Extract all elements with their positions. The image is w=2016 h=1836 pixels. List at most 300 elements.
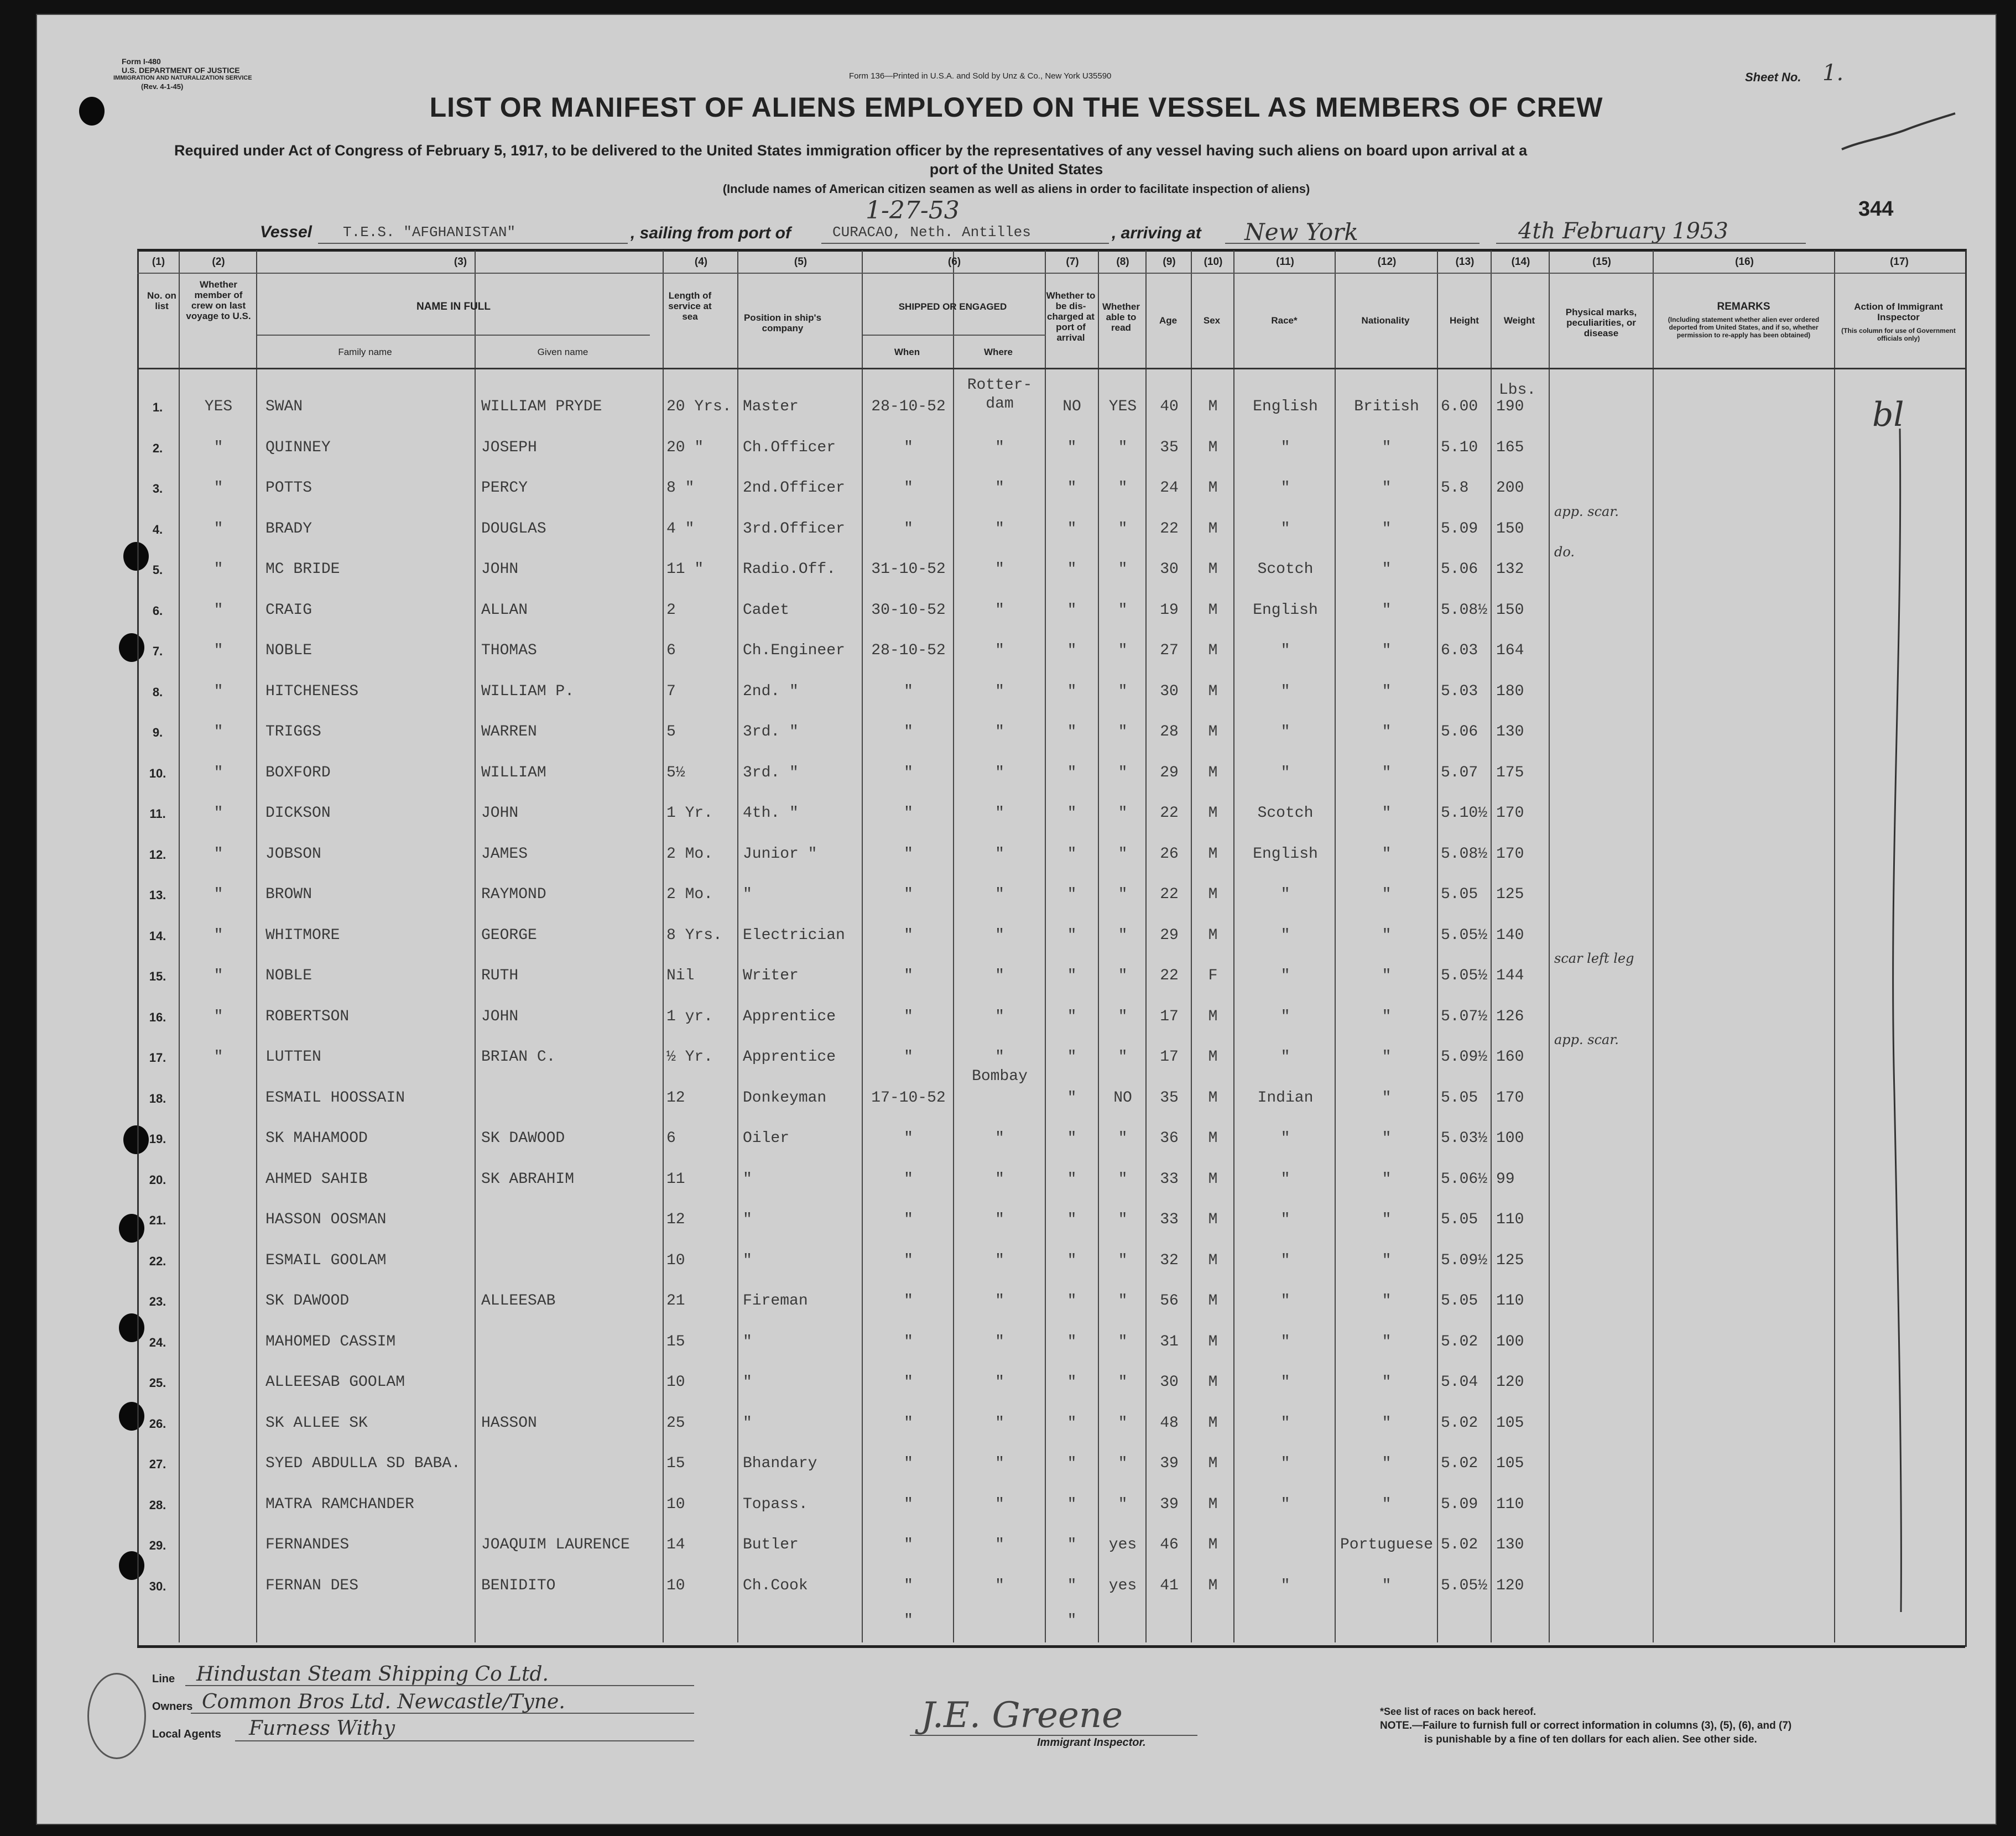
cell-weight: 100 bbox=[1496, 1333, 1524, 1350]
cell-where: " bbox=[995, 642, 1004, 659]
owners-label: Owners bbox=[152, 1701, 193, 1713]
manifest-table bbox=[137, 249, 1967, 1647]
cell-weight: 170 bbox=[1496, 1089, 1524, 1107]
cell-sex: M bbox=[1208, 723, 1218, 740]
cell-no: 12. bbox=[149, 847, 166, 862]
cell-nationality: " bbox=[1382, 1211, 1392, 1228]
cell-no: 14. bbox=[149, 929, 166, 943]
cell-position: Master bbox=[743, 398, 799, 415]
cell-disch: " bbox=[1067, 1130, 1077, 1147]
subheader-rule bbox=[257, 335, 650, 336]
service-name: IMMIGRATION AND NATURALIZATION SERVICE bbox=[113, 75, 252, 81]
col-header-given: Given name bbox=[537, 347, 588, 357]
cell-when: " bbox=[904, 479, 913, 497]
cell-where: Rotter-dam bbox=[967, 377, 1033, 413]
column-divider bbox=[179, 251, 180, 1642]
column-number: (9) bbox=[1163, 256, 1176, 268]
cell-position: 2nd. " bbox=[743, 682, 799, 700]
cell-service: 20 Yrs. bbox=[666, 398, 732, 415]
cell-disch: " bbox=[1067, 1414, 1077, 1432]
cell-weight: 110 bbox=[1496, 1211, 1524, 1228]
cell-age: 46 bbox=[1160, 1536, 1179, 1553]
cell-given: SK ABRAHIM bbox=[481, 1170, 575, 1188]
cell-nationality: " bbox=[1382, 886, 1392, 903]
cell-where: " bbox=[995, 1455, 1004, 1472]
column-number: (6) bbox=[947, 256, 961, 268]
cell-weight: 130 bbox=[1496, 723, 1524, 740]
col-header-read: Whether able to read bbox=[1102, 301, 1140, 333]
port-to-underline bbox=[1225, 243, 1480, 244]
column-number: (10) bbox=[1204, 256, 1223, 268]
cell-read: " bbox=[1118, 805, 1128, 822]
cell-when: " bbox=[904, 1414, 913, 1432]
cell-family: LUTTEN bbox=[265, 1049, 321, 1066]
cell-position: Junior " bbox=[743, 845, 817, 863]
cell-service: 8 Yrs. bbox=[666, 926, 722, 944]
cell-age: 24 bbox=[1160, 479, 1179, 497]
cell-family: BRADY bbox=[265, 520, 312, 538]
cell-age: 17 bbox=[1160, 1008, 1179, 1025]
cell-family: POTTS bbox=[265, 479, 312, 497]
cell-family: CRAIG bbox=[265, 601, 312, 619]
cell-height: 5.8 bbox=[1441, 479, 1469, 497]
col-header-nationality: Nationality bbox=[1361, 315, 1410, 326]
cell-read: " bbox=[1118, 439, 1128, 456]
cell-race: " bbox=[1280, 967, 1290, 984]
cell-race: " bbox=[1280, 1251, 1290, 1269]
cell-when: " bbox=[904, 1008, 913, 1025]
cell-given: HASSON bbox=[481, 1414, 537, 1432]
cell-read: YES bbox=[1108, 398, 1137, 415]
cell-where: " bbox=[995, 479, 1004, 497]
inspector-mark: bl bbox=[1872, 395, 1904, 434]
column-divider bbox=[1233, 251, 1234, 1642]
port-from-underline bbox=[821, 243, 1109, 244]
cell-prev: " bbox=[213, 682, 223, 700]
cell-sex: M bbox=[1208, 1170, 1218, 1188]
cell-weight: 105 bbox=[1496, 1414, 1524, 1432]
cell-given: ALLEESAB bbox=[481, 1292, 556, 1310]
cell-sex: M bbox=[1208, 886, 1218, 903]
cell-height: 5.09½ bbox=[1441, 1049, 1488, 1066]
cell-weight: 164 bbox=[1496, 642, 1524, 659]
cell-service: 1 yr. bbox=[666, 1008, 713, 1025]
cell-disch: " bbox=[1067, 561, 1077, 578]
cell-nationality: " bbox=[1382, 439, 1392, 456]
port-to: New York bbox=[1244, 218, 1358, 246]
cell-read: " bbox=[1118, 1292, 1128, 1310]
arrival-date: 4th February 1953 bbox=[1518, 218, 1728, 244]
cell-sex: M bbox=[1208, 845, 1218, 863]
cell-height: 6.00 bbox=[1441, 398, 1478, 415]
cell-when: 28-10-52 bbox=[871, 642, 946, 659]
cell-weight: 140 bbox=[1496, 926, 1524, 944]
cell-service: 15 bbox=[666, 1333, 685, 1350]
cell-when: " bbox=[904, 1211, 913, 1228]
cell-family: JOBSON bbox=[265, 845, 321, 863]
cell-age: 31 bbox=[1160, 1333, 1179, 1350]
cell-weight: 125 bbox=[1496, 886, 1524, 903]
cell-nationality: " bbox=[1382, 479, 1392, 497]
cell-race: " bbox=[1280, 1374, 1290, 1391]
cell-given: WILLIAM P. bbox=[481, 682, 575, 700]
cell-service: 6 bbox=[666, 1130, 676, 1147]
sheet-label: Sheet No. bbox=[1745, 70, 1801, 84]
cell-when: " bbox=[904, 439, 913, 456]
cell-age: 40 bbox=[1160, 398, 1179, 415]
cell-race: " bbox=[1280, 1292, 1290, 1310]
line-value: Hindustan Steam Shipping Co Ltd. bbox=[196, 1663, 549, 1686]
cell-no: 3. bbox=[152, 482, 163, 495]
cell-position: Electrician bbox=[743, 926, 845, 944]
cell-given: JOHN bbox=[481, 805, 519, 822]
cell-where: " bbox=[995, 967, 1004, 984]
column-divider bbox=[475, 251, 476, 1642]
cell-sex: M bbox=[1208, 1008, 1218, 1025]
cell-nationality: " bbox=[1382, 1170, 1392, 1188]
cell-disch: " bbox=[1067, 926, 1077, 944]
cell-service: 5 bbox=[666, 723, 676, 740]
cell-no: 23. bbox=[149, 1295, 166, 1308]
cell-when: " bbox=[904, 967, 913, 984]
column-number: (12) bbox=[1377, 256, 1397, 268]
cell-read: " bbox=[1118, 1008, 1128, 1025]
cell-weight: 150 bbox=[1496, 520, 1524, 538]
cell-no: 5. bbox=[152, 563, 163, 577]
cell-where: " bbox=[995, 1251, 1004, 1269]
cell-height: 5.08½ bbox=[1441, 601, 1488, 619]
cell-no: 2. bbox=[152, 441, 163, 455]
cell-service: 6 bbox=[666, 642, 676, 659]
column-divider bbox=[256, 251, 257, 1642]
cell-position: Fireman bbox=[743, 1292, 808, 1310]
cell-weight: 132 bbox=[1496, 561, 1524, 578]
column-number: (5) bbox=[794, 256, 808, 268]
cell-disch: NO bbox=[1062, 398, 1081, 415]
cell-sex: M bbox=[1208, 1049, 1218, 1066]
cell-position: " bbox=[743, 1374, 752, 1391]
cell-sex: M bbox=[1208, 1292, 1218, 1310]
cell-given: JOSEPH bbox=[481, 439, 537, 456]
cell-weight: 165 bbox=[1496, 439, 1524, 456]
cell-when: " bbox=[904, 1374, 913, 1391]
cell-no: 19. bbox=[149, 1132, 166, 1146]
cell-nationality: " bbox=[1382, 845, 1392, 863]
cell-nationality: " bbox=[1382, 1495, 1392, 1513]
cell-prev: " bbox=[213, 926, 223, 944]
cell-position: Oiler bbox=[743, 1130, 790, 1147]
cell-service: 10 bbox=[666, 1251, 685, 1269]
line-underline bbox=[185, 1685, 694, 1686]
cell-disch: " bbox=[1067, 1374, 1077, 1391]
cell-sex: M bbox=[1208, 1333, 1218, 1350]
cell-nationality: " bbox=[1382, 805, 1392, 822]
cell-where: " bbox=[995, 886, 1004, 903]
cell-position: " bbox=[743, 1170, 752, 1188]
cell-race: " bbox=[1280, 1049, 1290, 1066]
cell-service: 1 Yr. bbox=[666, 805, 713, 822]
cell-position: Ch.Officer bbox=[743, 439, 836, 456]
cell-where: " bbox=[995, 1414, 1004, 1432]
cell-prev: " bbox=[213, 1049, 223, 1066]
col-header-sex: Sex bbox=[1203, 315, 1221, 326]
cell-position: 3rd. " bbox=[743, 723, 799, 740]
subtitle-line1: Required under Act of Congress of February 5, 1917, to be delivered to the United States immigration officer by the representatives of any vessel having such aliens on board upon arrival at a bbox=[174, 142, 1528, 159]
cell-age: 26 bbox=[1160, 845, 1179, 863]
col-header-family: Family name bbox=[338, 347, 392, 357]
cell-nationality: " bbox=[1382, 1049, 1392, 1066]
cell-race: English bbox=[1253, 398, 1318, 415]
cell-position: Writer bbox=[743, 967, 799, 984]
cell-no: 4. bbox=[152, 522, 163, 536]
cell-prev: " bbox=[213, 479, 223, 497]
cell-sex: M bbox=[1208, 520, 1218, 538]
cell-race: Indian bbox=[1257, 1089, 1314, 1107]
cell-where: " bbox=[995, 1536, 1004, 1553]
column-number: (1) bbox=[152, 256, 165, 268]
cell-weight: 200 bbox=[1496, 479, 1524, 497]
cell-sex: M bbox=[1208, 479, 1218, 497]
column-number: (13) bbox=[1455, 256, 1475, 268]
cell-age: 41 bbox=[1160, 1577, 1179, 1594]
cell-when: " bbox=[904, 682, 913, 700]
cell-nationality: Portuguese bbox=[1340, 1536, 1434, 1553]
col-header-remarks-note: (Including statement whether alien ever ordered deported from United States, and if so, whether permission to re-apply has been obtained) bbox=[1668, 316, 1820, 339]
cell-position: Ch.Engineer bbox=[743, 642, 845, 659]
cell-height: 5.03½ bbox=[1441, 1130, 1488, 1147]
cell-family: QUINNEY bbox=[265, 439, 331, 456]
cell-race: English bbox=[1253, 845, 1318, 863]
cell-age: 30 bbox=[1160, 1374, 1179, 1391]
cell-height: 5.05½ bbox=[1441, 967, 1488, 984]
cell-given: THOMAS bbox=[481, 642, 537, 659]
cell-sex: M bbox=[1208, 1211, 1218, 1228]
cell-disch: " bbox=[1067, 764, 1077, 781]
cell-when: 31-10-52 bbox=[871, 561, 946, 578]
cell-family: FERNAN DES bbox=[265, 1577, 359, 1594]
cell-nationality: " bbox=[1382, 520, 1392, 538]
col-header-action: Action of Immigrant Inspector bbox=[1854, 301, 1943, 322]
cell-age: 33 bbox=[1160, 1170, 1179, 1188]
cell-weight: 180 bbox=[1496, 682, 1524, 700]
cell-position: " bbox=[743, 1414, 752, 1432]
cell-where: " bbox=[995, 1374, 1004, 1391]
cell-disch: " bbox=[1067, 682, 1077, 700]
cell-family: BOXFORD bbox=[265, 764, 331, 781]
cell-weight: 126 bbox=[1496, 1008, 1524, 1025]
cell-no: 8. bbox=[152, 685, 163, 699]
cell-service: 25 bbox=[666, 1414, 685, 1432]
cell-nationality: " bbox=[1382, 1292, 1392, 1310]
cell-family: HASSON OOSMAN bbox=[265, 1211, 387, 1228]
cell-read: " bbox=[1118, 886, 1128, 903]
cell-disch: " bbox=[1067, 1333, 1077, 1350]
cell-position: 3rd.Officer bbox=[743, 520, 845, 538]
cell-where: " bbox=[995, 805, 1004, 822]
cell-family: FERNANDES bbox=[265, 1536, 350, 1553]
cell-service: 2 Mo. bbox=[666, 845, 713, 863]
cell-when: " bbox=[904, 1455, 913, 1472]
cell-when: " bbox=[904, 764, 913, 781]
cell-height: 5.07½ bbox=[1441, 1008, 1488, 1025]
cell-given: JOHN bbox=[481, 1008, 519, 1025]
cell-service: 12 bbox=[666, 1089, 685, 1107]
cell-where: " bbox=[995, 764, 1004, 781]
cell-nationality: " bbox=[1382, 926, 1392, 944]
extra-ditto: " bbox=[904, 1612, 913, 1629]
cell-service: 12 bbox=[666, 1211, 685, 1228]
cell-service: ½ Yr. bbox=[666, 1049, 713, 1066]
cell-when: 30-10-52 bbox=[871, 601, 946, 619]
colnum-rule bbox=[137, 273, 1965, 274]
cell-age: 22 bbox=[1160, 967, 1179, 984]
cell-when: " bbox=[904, 520, 913, 538]
cell-read: " bbox=[1118, 1455, 1128, 1472]
cell-sex: M bbox=[1208, 601, 1218, 619]
cell-nationality: " bbox=[1382, 1374, 1392, 1391]
cell-race: " bbox=[1280, 1008, 1290, 1025]
column-divider bbox=[862, 251, 863, 1642]
cell-weight: 100 bbox=[1496, 1130, 1524, 1147]
column-number: (8) bbox=[1116, 256, 1129, 268]
cell-no: 26. bbox=[149, 1416, 166, 1431]
cell-no: 25. bbox=[149, 1376, 166, 1390]
cell-no: 10. bbox=[149, 766, 166, 780]
cell-race: " bbox=[1280, 926, 1290, 944]
cell-given: JOHN bbox=[481, 561, 519, 578]
column-divider bbox=[1437, 251, 1438, 1642]
cell-height: 5.05 bbox=[1441, 1292, 1478, 1310]
cell-read: " bbox=[1118, 1211, 1128, 1228]
cell-family: SK MAHAMOOD bbox=[265, 1130, 368, 1147]
agents-value: Furness Withy bbox=[249, 1717, 395, 1740]
column-number: (7) bbox=[1066, 256, 1079, 268]
printer-note: Form 136—Printed in U.S.A. and Sold by Unz & Co., New York U35590 bbox=[849, 71, 1112, 81]
cell-given: GEORGE bbox=[481, 926, 537, 944]
cell-race: " bbox=[1280, 723, 1290, 740]
cell-race: " bbox=[1280, 439, 1290, 456]
owners-underline bbox=[191, 1713, 694, 1714]
cell-no: 22. bbox=[149, 1254, 166, 1268]
cell-where: " bbox=[995, 1130, 1004, 1147]
inspector-label: Immigrant Inspector. bbox=[1037, 1736, 1146, 1749]
port-from: CURACAO, Neth. Antilles bbox=[832, 224, 1031, 241]
cell-where: " bbox=[995, 1211, 1004, 1228]
cell-where: " bbox=[995, 1333, 1004, 1350]
cell-sex: M bbox=[1208, 1495, 1218, 1513]
cell-family: MAHOMED CASSIM bbox=[265, 1333, 396, 1350]
cell-no: 11. bbox=[149, 807, 166, 821]
cell-read: " bbox=[1118, 845, 1128, 863]
cell-height: 5.09½ bbox=[1441, 1251, 1488, 1269]
extra-ditto: " bbox=[1067, 1612, 1077, 1629]
cell-age: 56 bbox=[1160, 1292, 1179, 1310]
cell-read: " bbox=[1118, 682, 1128, 700]
cell-position: " bbox=[743, 886, 752, 903]
cell-no: 16. bbox=[149, 1010, 166, 1024]
cell-where: Bombay bbox=[972, 1067, 1028, 1085]
cell-no: 28. bbox=[149, 1498, 166, 1512]
cell-nationality: " bbox=[1382, 1577, 1392, 1594]
col-header-service: Length of service at sea bbox=[668, 290, 712, 322]
cell-race: " bbox=[1280, 764, 1290, 781]
cell-prev: " bbox=[213, 886, 223, 903]
cell-height: 5.02 bbox=[1441, 1455, 1478, 1472]
cell-height: 5.06 bbox=[1441, 561, 1478, 578]
cell-family: NOBLE bbox=[265, 967, 312, 984]
cell-height: 5.05 bbox=[1441, 886, 1478, 903]
cell-where: " bbox=[995, 682, 1004, 700]
cell-age: 19 bbox=[1160, 601, 1179, 619]
cell-read: " bbox=[1118, 926, 1128, 944]
cell-nationality: " bbox=[1382, 1414, 1392, 1432]
note-line1: NOTE.—Failure to furnish full or correct information in columns (3), (5), (6), and (7) bbox=[1380, 1720, 1792, 1731]
cell-age: 39 bbox=[1160, 1455, 1179, 1472]
cell-family: SK ALLEE SK bbox=[265, 1414, 368, 1432]
cell-family: MATRA RAMCHANDER bbox=[265, 1495, 414, 1513]
vessel-name: T.E.S. "AFGHANISTAN" bbox=[343, 224, 516, 241]
arriving-label: , arriving at bbox=[1112, 224, 1201, 242]
cell-marks: app. scar. bbox=[1554, 1032, 1619, 1047]
col-header-when: When bbox=[894, 347, 920, 357]
cell-weight: 110 bbox=[1496, 1495, 1524, 1513]
cell-no: 1. bbox=[152, 400, 163, 414]
cell-prev: YES bbox=[204, 398, 233, 415]
cell-position: Apprentice bbox=[743, 1049, 836, 1066]
cell-age: 48 bbox=[1160, 1414, 1179, 1432]
column-divider bbox=[1549, 251, 1550, 1642]
cell-family: ESMAIL HOOSSAIN bbox=[265, 1089, 405, 1107]
cell-disch: " bbox=[1067, 642, 1077, 659]
cell-when: " bbox=[904, 1333, 913, 1350]
cell-weight: 150 bbox=[1496, 601, 1524, 619]
cell-given: SK DAWOOD bbox=[481, 1130, 565, 1147]
cell-disch: " bbox=[1067, 601, 1077, 619]
cell-height: 5.02 bbox=[1441, 1536, 1478, 1553]
cell-race: " bbox=[1280, 1455, 1290, 1472]
manifest-sheet bbox=[36, 14, 1997, 1825]
column-divider bbox=[1098, 251, 1099, 1642]
cell-height: 5.05 bbox=[1441, 1211, 1478, 1228]
cell-sex: M bbox=[1208, 439, 1218, 456]
cell-service: 11 " bbox=[666, 561, 704, 578]
cell-family: DICKSON bbox=[265, 805, 331, 822]
cell-where: " bbox=[995, 1170, 1004, 1188]
cell-when: " bbox=[904, 926, 913, 944]
cell-where: " bbox=[995, 1495, 1004, 1513]
cell-prev: " bbox=[213, 764, 223, 781]
cell-position: Apprentice bbox=[743, 1008, 836, 1025]
cell-family: SK DAWOOD bbox=[265, 1292, 350, 1310]
cell-weight: 170 bbox=[1496, 805, 1524, 822]
cell-read: yes bbox=[1108, 1577, 1137, 1594]
col-header-age: Age bbox=[1159, 315, 1178, 326]
cell-age: 33 bbox=[1160, 1211, 1179, 1228]
cell-nationality: " bbox=[1382, 1130, 1392, 1147]
cell-race: " bbox=[1280, 682, 1290, 700]
cell-read: " bbox=[1118, 967, 1128, 984]
cell-weight: 170 bbox=[1496, 845, 1524, 863]
column-number: (16) bbox=[1735, 256, 1754, 268]
cell-nationality: " bbox=[1382, 642, 1392, 659]
cell-family: ROBERTSON bbox=[265, 1008, 350, 1025]
cell-height: 5.10 bbox=[1441, 439, 1478, 456]
cell-service: 10 bbox=[666, 1577, 685, 1594]
cell-when: 17-10-52 bbox=[871, 1089, 946, 1107]
cell-weight: 160 bbox=[1496, 1049, 1524, 1066]
cell-race: " bbox=[1280, 1130, 1290, 1147]
cell-service: 21 bbox=[666, 1292, 685, 1310]
